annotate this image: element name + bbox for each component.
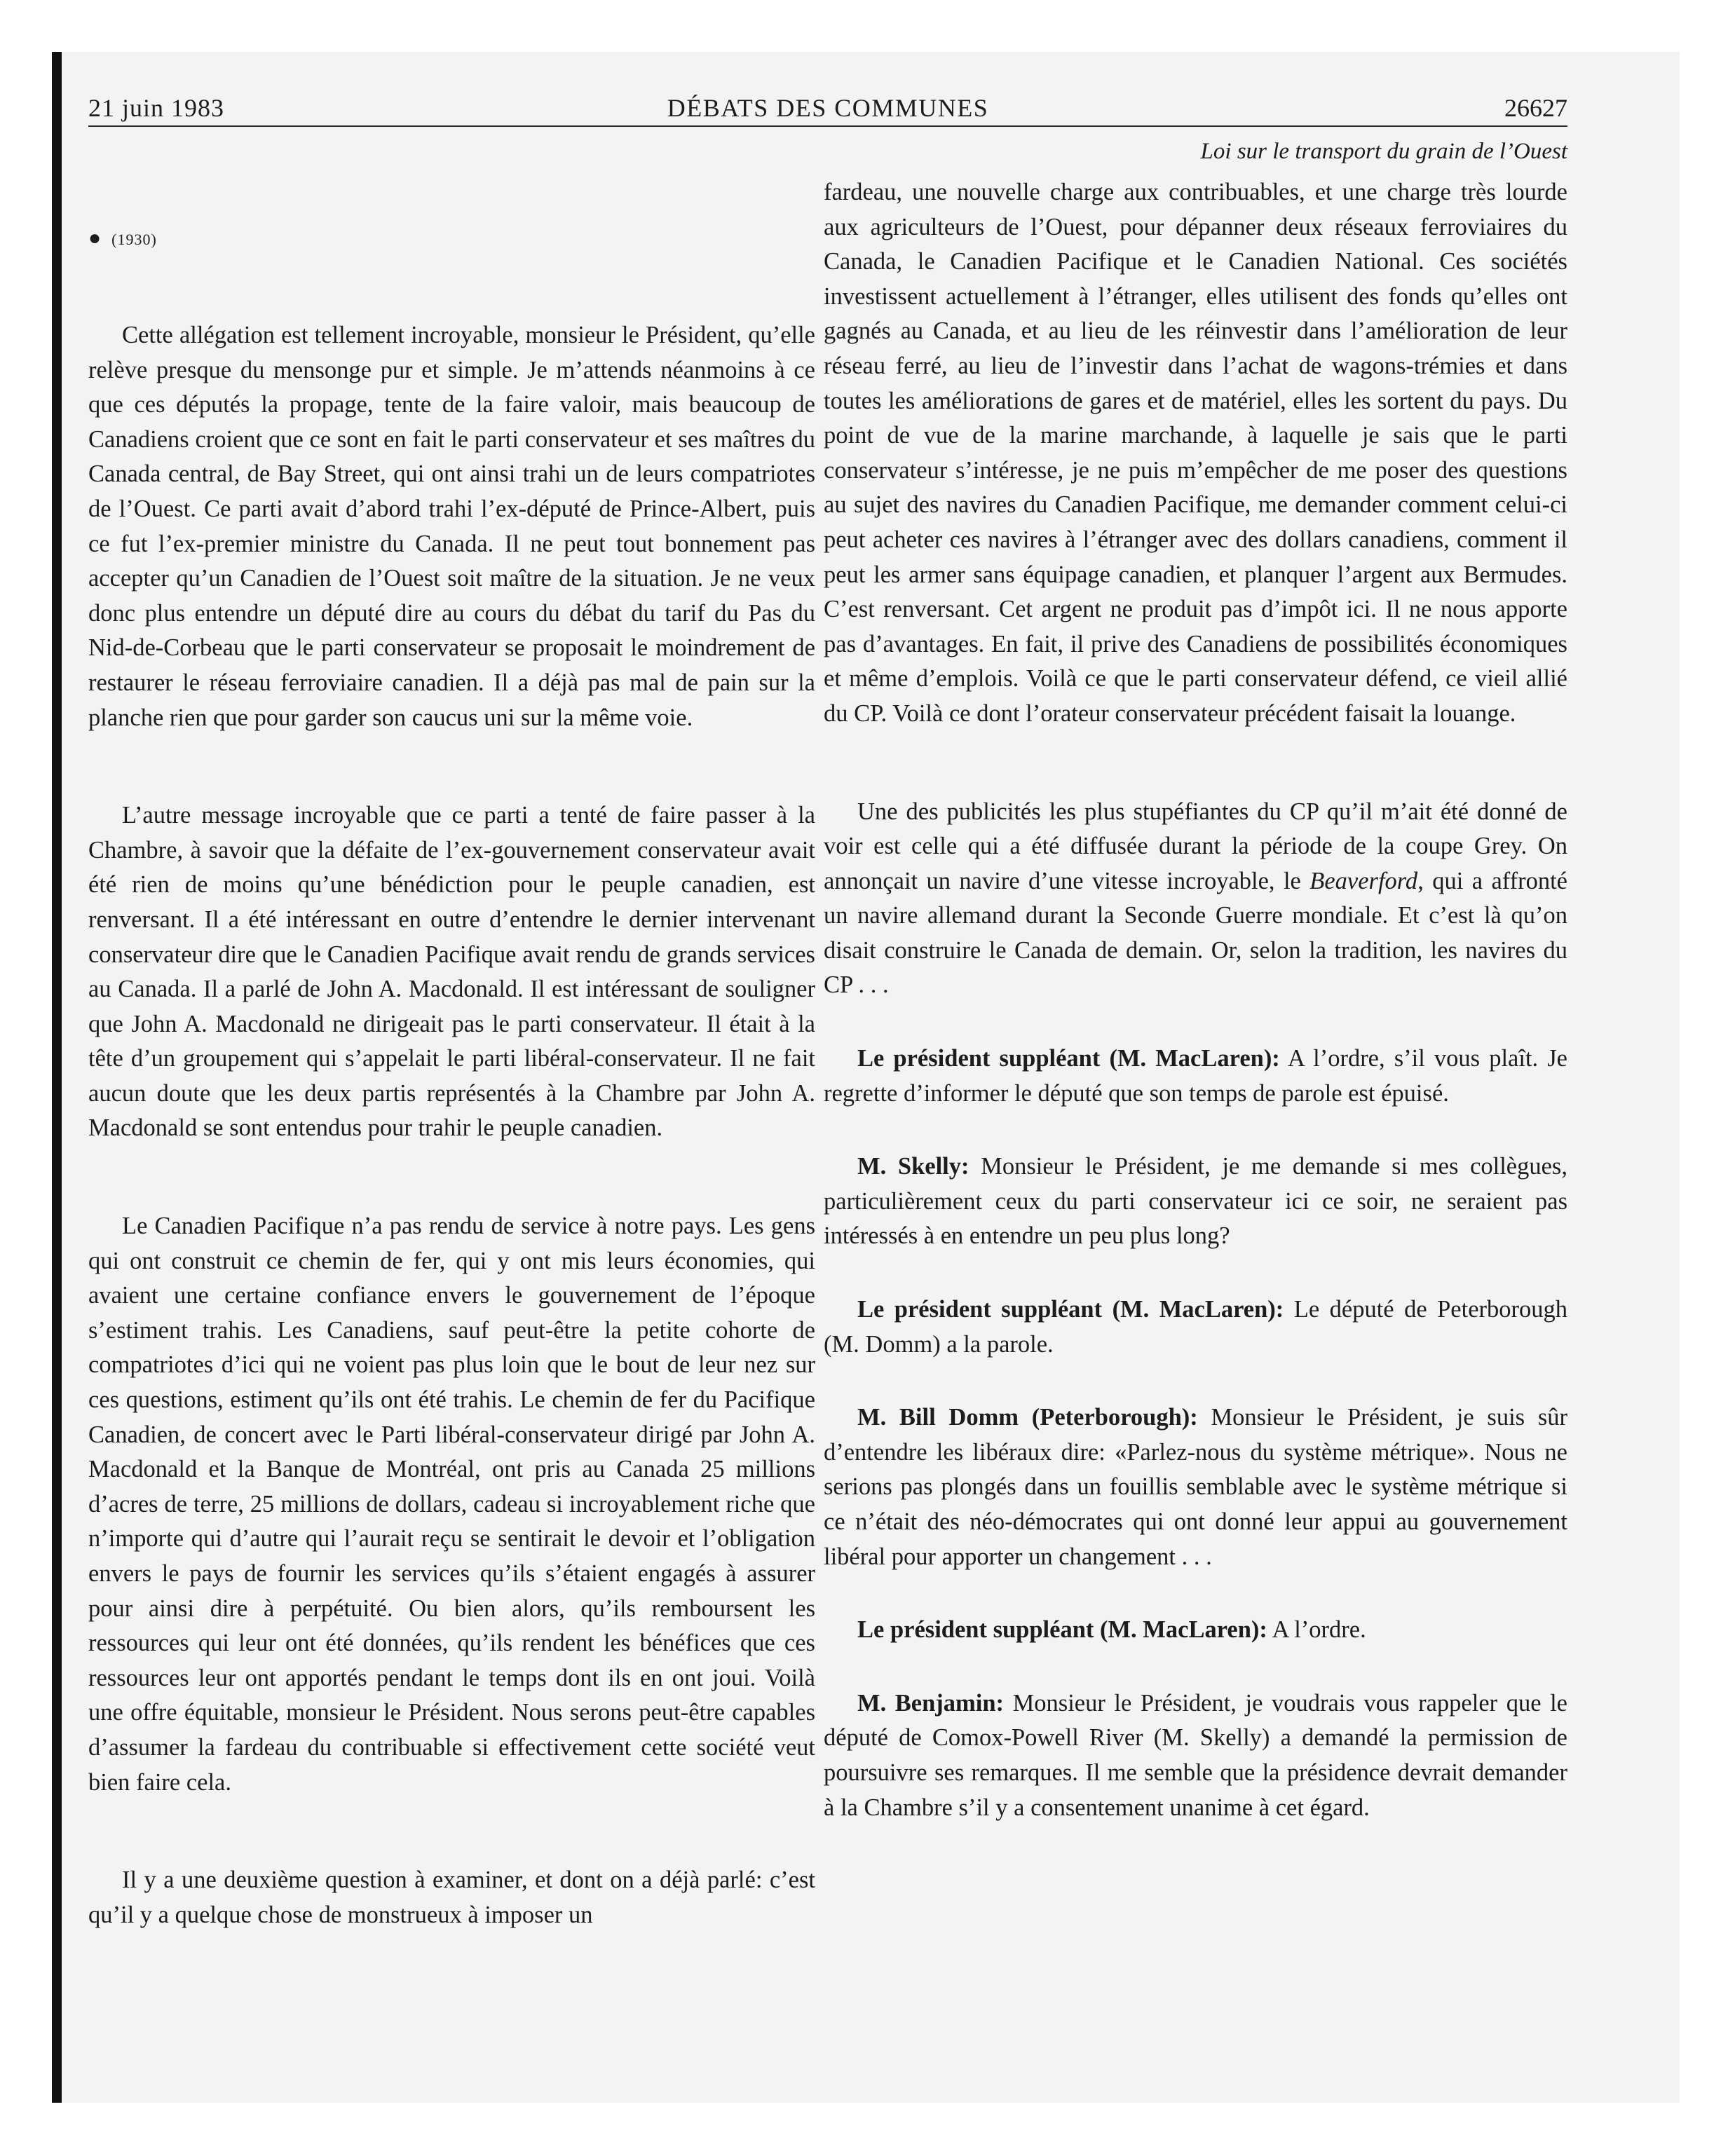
paragraph-gap	[824, 1111, 1567, 1149]
speaker-name: M. Skelly:	[857, 1153, 969, 1180]
paragraph-gap	[88, 735, 815, 798]
speech-2	[824, 1149, 1567, 1254]
paragraph-gap	[824, 1254, 1567, 1292]
speech-text: Monsieur le Président, je me demande si mes collègues, particulièrement ceux du parti conservateur ici ce soir, ne seraient pas intéressés à en entendre un peu plus long?	[824, 1153, 1567, 1250]
speech-5	[824, 1613, 1567, 1648]
right-paragraph-1: fardeau, une nouvelle charge aux contribuables, et une charge très lourde aux agriculteurs de l’Ouest, pour dépanner deux réseaux ferroviaires du Canada, le Canadien Pacifique et le Canadien National. Ces sociétés investissent actuellement à l’étranger, elles utilisent des fonds qu’elles ont gagnés au Canada, et au lieu de les réinvestir dans l’amélioration de leur réseau ferré, au lieu de l’investir dans l’achat de wagons-trémies et dans toutes les améliorations de gares et de matériel, elles les sortent du pays. Du point de vue de la marine marchande, à laquelle je sais que le parti conservateur s’intéresse, je ne puis m’empêcher de me poser des questions au sujet des navires du Canadien Pacifique, me demander comment celui-ci peut acheter ces navires à l’étranger avec des dollars canadiens, comment il peut les armer sans équipage canadien, et planquer l’argent aux Bermudes. C’est renversant. Cet argent ne produit pas d’impôt ici. Il ne nous apporte pas d’avantages. En fait, il prive des Canadiens de possibilités économiques et même d’emplois. Voilà ce que le parti conservateur défend, ce vieil allié du CP. Voilà ce dont l’orateur conservateur précédent faisait la louange.	[824, 179, 1567, 727]
ship-name: Beaverford	[1309, 867, 1418, 894]
right-paragraph-2	[824, 795, 1567, 1004]
page-header	[88, 87, 1567, 129]
header-journal-title: DÉBATS DES COMMUNES	[667, 94, 989, 122]
paragraph-gap	[824, 1003, 1567, 1042]
timestamp-marker	[88, 224, 815, 254]
header-page-number: 26627	[1504, 94, 1567, 122]
section-title: Loi sur le transport du grain de l’Ouest	[1200, 139, 1567, 164]
paragraph-gap	[88, 1800, 815, 1863]
speaker-name: Le président suppléant (M. MacLaren):	[857, 1296, 1284, 1323]
bullet-icon: ●	[88, 226, 102, 250]
speech-6	[824, 1686, 1567, 1825]
left-column	[88, 133, 815, 1932]
speech-text: Monsieur le Président, je suis sûr d’entendre les libéraux dire: «Parlez-nous du système métrique». Nous ne serions pas plongés dans un fouillis semblable avec le système métrique si ce n’était des néo-démocrates qui ont donné leur appui au gouvernement libéral pour apporter un changement . . .	[824, 1404, 1567, 1570]
left-paragraph-3: Le Canadien Pacifique n’a pas rendu de service à notre pays. Les gens qui ont construit ce chemin de fer, qui y ont mis leurs économies, qui avaient une certaine confiance envers le gouvernement de l’époque s’estiment trahis. Les Canadiens, sauf peut-être la petite cohorte de compatriotes d’ici qui ne voient pas plus loin que le bout de leur nez sur ces questions, estiment qu’ils ont été trahis. Le chemin de fer du Pacifique Canadien, de concert avec le Parti libéral-conservateur dirigé par John A. Macdonald et la Banque de Montréal, ont pris au Canada 25 millions d’acres de terre, 25 millions de dollars, cadeau si incroyablement riche que n’importe qui d’autre qui l’aurait reçu se sentirait le devoir et l’obligation envers le pays de fournir les services qu’ils s’étaient engagés à assurer pour ainsi dire à perpétuité. Ou bien alors, qu’ils remboursent les ressources qui leur ont été données, qu’ils rendent les bénéfices que ces ressources leur ont apportés pendant le temps dont ils en ont joui. Voilà une offre équitable, monsieur le Président. Nous serons peut-être capables d’assumer la fardeau du contribuable si effectivement cette société veut bien faire cela.	[88, 1213, 815, 1796]
paragraph-gap	[824, 732, 1567, 795]
speech-text: Monsieur le Président, je voudrais vous rappeler que le député de Comox-Powell River (M. Skelly) a demandé la permission de poursuivre ses remarques. Il me semble que la présidence devrait demander à la Chambre s’il y a consentement unanime à cet égard.	[824, 1689, 1567, 1821]
paragraph-gap	[824, 1648, 1567, 1686]
header-rule	[88, 125, 1567, 127]
left-paragraph-1: Cette allégation est tellement incroyable, monsieur le Président, qu’elle relève presque du mensonge pur et simple. Je m’attends néanmoins à ce que ces députés la propage, tente de la faire valoir, mais beaucoup de Canadiens croient que ce sont en fait le parti conservateur et ses maîtres du Canada central, de Bay Street, qui ont ainsi trahi un de leurs compatriotes de l’Ouest. Ce parti avait d’abord trahi l’ex-député de Prince-Albert, puis ce fut l’ex-premier ministre du Canada. Il ne peut tout bonnement pas accepter qu’un Canadien de l’Ouest soit maître de la situation. Je ne veux donc plus entendre un député dire au cours du débat du tarif du Pas du Nid-de-Corbeau que le parti conservateur se proposait le moindrement de restaurer le réseau ferroviaire canadien. Il a déjà pas mal de pain sur la planche rien que pour garder son caucus uni sur la même voie.	[88, 322, 815, 731]
paragraph-gap	[824, 1574, 1567, 1613]
header-date: 21 juin 1983	[88, 94, 225, 122]
speech-text: Le député de Peterborough (M. Domm) a la parole.	[824, 1296, 1567, 1358]
speech-text: A l’ordre.	[1267, 1616, 1366, 1644]
paragraph-text: Une des publicités les plus stupéfiantes du CP qu’il m’ait été donné de voir est celle qui a été diffusée durant la période de la coupe Grey. On annonçait un navire d’une vitesse incroyable, le	[824, 798, 1567, 894]
paragraph-gap	[824, 1362, 1567, 1400]
speaker-name: Le président suppléant (M. MacLaren):	[857, 1045, 1280, 1072]
left-paragraph-2: L’autre message incroyable que ce parti a tenté de faire passer à la Chambre, à savoir que la défaite de l’ex-gouvernement conservateur avait été rien de moins qu’une bénédiction pour le peuple canadien, est renversant. Il a été intéressant en outre d’entendre le dernier intervenant conservateur dire que le Canadien Pacifique avait rendu de grands services au Canada. Il a parlé de John A. Macdonald. Il est intéressant de souligner que John A. Macdonald ne dirigeait pas le parti conservateur. Il était à la tête d’un groupement qui s’appelait le parti libéral-conservateur. Il ne fait aucun doute que les deux partis représentés à la Chambre par John A. Macdonald se sont entendus pour trahir le peuple canadien.	[88, 802, 815, 1142]
speech-text: A l’ordre, s’il vous plaît. Je regrette d’informer le député que son temps de parole est épuisé.	[824, 1045, 1567, 1107]
scan-edge-shadow	[52, 52, 62, 2103]
speech-3	[824, 1292, 1567, 1362]
speaker-name: Le président suppléant (M. MacLaren):	[857, 1616, 1267, 1644]
speaker-name: M. Benjamin:	[857, 1689, 1005, 1717]
right-column	[824, 133, 1567, 1825]
speaker-name: M. Bill Domm (Peterborough):	[857, 1404, 1198, 1431]
speech-1	[824, 1042, 1567, 1111]
timestamp-text: (1930)	[111, 231, 157, 248]
paragraph-gap	[88, 1146, 815, 1209]
left-paragraph-4: Il y a une deuxième question à examiner, et dont on a déjà parlé: c’est qu’il y a quelque chose de monstrueux à imposer un	[88, 1867, 815, 1928]
speech-4	[824, 1400, 1567, 1574]
paragraph-text: , qui a affronté un navire allemand durant la Seconde Guerre mondiale. Et c’est là qu’on disait construire le Canada de demain. Or, selon la tradition, les navires du CP . . .	[824, 867, 1567, 999]
